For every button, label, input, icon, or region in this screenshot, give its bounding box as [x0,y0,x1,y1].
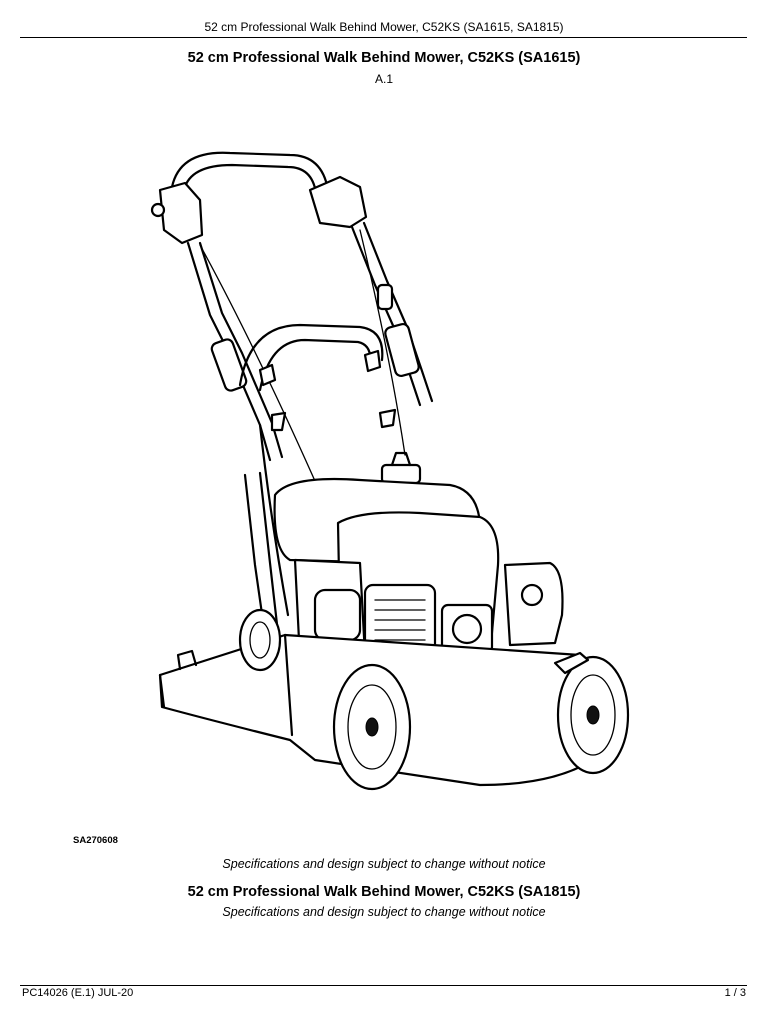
page-number: 1 / 3 [724,987,746,999]
left-handle-clamp [210,338,248,393]
rear-wheel [240,610,280,670]
figure-reference: A.1 [374,72,393,86]
right-handle-grip [310,177,366,227]
right-handle-clamp [384,323,420,378]
section-title-sa1615: 52 cm Professional Walk Behind Mower, C52KS (SA1615) [187,50,581,66]
mower-illustration [60,95,710,825]
figure-code: SA270608 [73,835,118,846]
running-header: 52 cm Professional Walk Behind Mower, C52KS (SA1615, SA1815) [204,20,564,34]
handle-bar [172,153,330,200]
left-handle-grip [160,183,202,243]
section-title-sa1815: 52 cm Professional Walk Behind Mower, C52KS (SA1815) [187,884,581,900]
right-handle-tube [352,227,420,405]
disclaimer-note-2: Specifications and design subject to change without notice [222,905,546,919]
document-code: PC14026 (E.1) JUL-20 [22,987,134,999]
footer-rule [20,985,747,986]
disclaimer-note-1: Specifications and design subject to change without notice [222,857,546,871]
header-rule [20,37,747,38]
fuel-cap [382,465,420,483]
